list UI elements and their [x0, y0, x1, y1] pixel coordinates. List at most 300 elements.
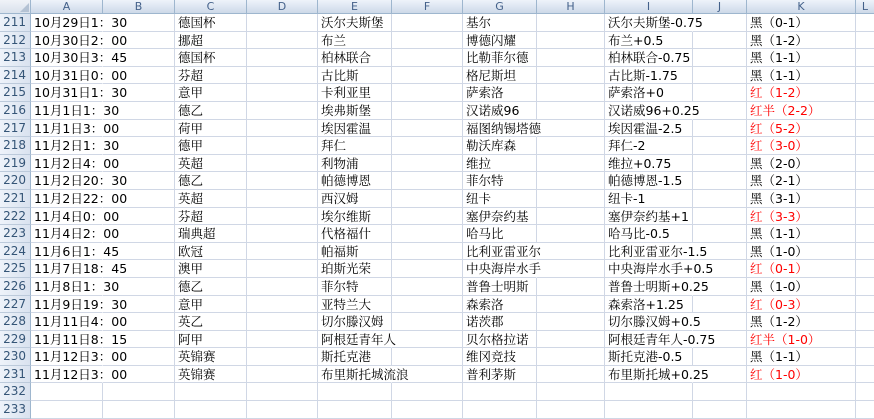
cell-empty-h[interactable]	[537, 296, 605, 314]
cell-empty-d[interactable]	[247, 32, 318, 50]
cell-away-team[interactable]: 普鲁士明斯	[463, 278, 537, 296]
cell-empty-h[interactable]	[537, 278, 605, 296]
cell-empty-h[interactable]	[537, 260, 605, 278]
cell-empty-f[interactable]	[392, 84, 463, 102]
cell-datetime[interactable]: 11月2日1：30	[31, 137, 103, 155]
cell-league[interactable]: 英超	[175, 155, 247, 173]
cell-empty-d[interactable]	[247, 172, 318, 190]
row-header[interactable]: 220	[0, 172, 31, 190]
cell-away-team[interactable]: 汉诺威96	[463, 102, 537, 120]
cell-datetime[interactable]: 11月4日2：00	[31, 225, 103, 243]
cell-result[interactable]: 黑（1-1）	[747, 67, 856, 85]
cell-empty-j[interactable]	[693, 348, 747, 366]
cell-result[interactable]: 红（5-2）	[747, 120, 856, 138]
cell-empty-b[interactable]	[103, 84, 175, 102]
cell-empty-d[interactable]	[247, 120, 318, 138]
cell-result[interactable]: 黑（2-1）	[747, 172, 856, 190]
cell-handicap[interactable]: 哈马比-0.5	[605, 225, 693, 243]
cell-handicap[interactable]	[605, 401, 693, 419]
cell-empty-f[interactable]	[392, 120, 463, 138]
select-all-corner[interactable]	[0, 0, 31, 14]
cell-empty-b[interactable]	[103, 137, 175, 155]
cell-empty-j[interactable]	[693, 67, 747, 85]
cell-away-team[interactable]: 维冈竞技	[463, 348, 537, 366]
cell-away-team[interactable]	[463, 383, 537, 401]
cell-result[interactable]: 黑（0-1）	[747, 14, 856, 32]
cell-empty-d[interactable]	[247, 49, 318, 67]
cell-away-team[interactable]: 贝尔格拉诺	[463, 331, 537, 349]
cell-handicap[interactable]: 布兰+0.5	[605, 32, 693, 50]
cell-empty-j[interactable]	[693, 401, 747, 419]
cell-away-team[interactable]: 勒沃库森	[463, 137, 537, 155]
cell-league[interactable]: 挪超	[175, 32, 247, 50]
cell-league[interactable]: 荷甲	[175, 120, 247, 138]
row-header[interactable]: 225	[0, 260, 31, 278]
cell-result[interactable]	[747, 401, 856, 419]
cell-empty-b[interactable]	[103, 313, 175, 331]
cell-empty-h[interactable]	[537, 401, 605, 419]
cell-empty-b[interactable]	[103, 225, 175, 243]
cell-league[interactable]: 英乙	[175, 313, 247, 331]
cell-home-team[interactable]: 卡利亚里	[318, 84, 392, 102]
cell-league[interactable]: 德甲	[175, 137, 247, 155]
cell-home-team[interactable]: 斯托克港	[318, 348, 392, 366]
cell-empty-b[interactable]	[103, 49, 175, 67]
column-header-H[interactable]: H	[537, 0, 605, 14]
cell-handicap[interactable]: 森索洛+1.25	[605, 296, 693, 314]
cell-league[interactable]: 德国杯	[175, 49, 247, 67]
cell-empty-h[interactable]	[537, 172, 605, 190]
row-header[interactable]: 218	[0, 137, 31, 155]
row-header[interactable]: 223	[0, 225, 31, 243]
cell-empty-d[interactable]	[247, 278, 318, 296]
row-header[interactable]: 232	[0, 383, 31, 401]
cell-league[interactable]: 英锦赛	[175, 348, 247, 366]
cell-empty-h[interactable]	[537, 155, 605, 173]
cell-empty-f[interactable]	[392, 278, 463, 296]
cell-empty-l[interactable]	[856, 67, 874, 85]
cell-handicap[interactable]: 埃因霍温-2.5	[605, 120, 693, 138]
column-header-F[interactable]: F	[392, 0, 463, 14]
cell-home-team[interactable]: 埃弗斯堡	[318, 102, 392, 120]
cell-empty-f[interactable]	[392, 260, 463, 278]
cell-league[interactable]: 德乙	[175, 172, 247, 190]
cell-away-team[interactable]: 福图纳锡塔德	[463, 120, 537, 138]
cell-league[interactable]: 德乙	[175, 278, 247, 296]
row-header[interactable]: 229	[0, 331, 31, 349]
cell-empty-b[interactable]	[103, 120, 175, 138]
cell-empty-d[interactable]	[247, 14, 318, 32]
cell-result[interactable]: 红（3-3）	[747, 208, 856, 226]
cell-empty-l[interactable]	[856, 84, 874, 102]
cell-result[interactable]: 红半（2-2）	[747, 102, 856, 120]
cell-empty-l[interactable]	[856, 313, 874, 331]
cell-empty-b[interactable]	[103, 401, 175, 419]
cell-empty-l[interactable]	[856, 208, 874, 226]
cell-datetime[interactable]: 11月6日1：45	[31, 243, 103, 261]
cell-empty-j[interactable]	[693, 102, 747, 120]
cell-datetime[interactable]: 10月30日2：00	[31, 32, 103, 50]
row-header[interactable]: 215	[0, 84, 31, 102]
cell-empty-f[interactable]	[392, 190, 463, 208]
cell-empty-j[interactable]	[693, 278, 747, 296]
cell-result[interactable]: 黑（2-0）	[747, 155, 856, 173]
cell-empty-d[interactable]	[247, 296, 318, 314]
cell-home-team[interactable]: 西汉姆	[318, 190, 392, 208]
row-header[interactable]: 217	[0, 120, 31, 138]
cell-result[interactable]: 红（0-3）	[747, 296, 856, 314]
cell-empty-f[interactable]	[392, 32, 463, 50]
cell-empty-f[interactable]	[392, 383, 463, 401]
cell-empty-l[interactable]	[856, 296, 874, 314]
column-header-G[interactable]: G	[463, 0, 537, 14]
cell-empty-d[interactable]	[247, 243, 318, 261]
cell-league[interactable]	[175, 401, 247, 419]
cell-empty-f[interactable]	[392, 102, 463, 120]
cell-home-team[interactable]: 菲尔特	[318, 278, 392, 296]
cell-empty-j[interactable]	[693, 32, 747, 50]
cell-empty-f[interactable]	[392, 172, 463, 190]
cell-handicap[interactable]: 柏林联合-0.75	[605, 49, 693, 67]
cell-league[interactable]: 澳甲	[175, 260, 247, 278]
cell-result[interactable]: 红（1-2）	[747, 84, 856, 102]
cell-empty-l[interactable]	[856, 190, 874, 208]
column-header-L[interactable]: L	[856, 0, 874, 14]
column-header-B[interactable]: B	[103, 0, 175, 14]
cell-empty-b[interactable]	[103, 190, 175, 208]
cell-home-team[interactable]: 柏林联合	[318, 49, 392, 67]
cell-empty-d[interactable]	[247, 313, 318, 331]
cell-result[interactable]: 红（0-1）	[747, 260, 856, 278]
cell-handicap[interactable]: 普鲁士明斯+0.25	[605, 278, 693, 296]
cell-league[interactable]: 英超	[175, 190, 247, 208]
cell-empty-f[interactable]	[392, 208, 463, 226]
cell-home-team[interactable]: 古比斯	[318, 67, 392, 85]
cell-empty-h[interactable]	[537, 137, 605, 155]
row-header[interactable]: 213	[0, 49, 31, 67]
row-header[interactable]: 212	[0, 32, 31, 50]
row-header[interactable]: 222	[0, 208, 31, 226]
cell-empty-f[interactable]	[392, 366, 463, 384]
column-header-K[interactable]: K	[747, 0, 856, 14]
cell-empty-j[interactable]	[693, 296, 747, 314]
cell-empty-f[interactable]	[392, 225, 463, 243]
cell-empty-l[interactable]	[856, 32, 874, 50]
row-header[interactable]: 227	[0, 296, 31, 314]
cell-empty-h[interactable]	[537, 120, 605, 138]
cell-datetime[interactable]: 10月31日0：00	[31, 67, 103, 85]
cell-empty-d[interactable]	[247, 383, 318, 401]
cell-handicap[interactable]	[605, 383, 693, 401]
cell-empty-b[interactable]	[103, 208, 175, 226]
cell-empty-f[interactable]	[392, 14, 463, 32]
row-header[interactable]: 224	[0, 243, 31, 261]
cell-league[interactable]: 英锦赛	[175, 366, 247, 384]
cell-away-team[interactable]: 纽卡	[463, 190, 537, 208]
cell-empty-j[interactable]	[693, 84, 747, 102]
cell-empty-l[interactable]	[856, 243, 874, 261]
row-header[interactable]: 231	[0, 366, 31, 384]
cell-empty-b[interactable]	[103, 102, 175, 120]
cell-empty-b[interactable]	[103, 172, 175, 190]
cell-empty-h[interactable]	[537, 84, 605, 102]
cell-empty-f[interactable]	[392, 296, 463, 314]
cell-handicap[interactable]: 汉诺威96+0.25	[605, 102, 693, 120]
cell-empty-d[interactable]	[247, 225, 318, 243]
cell-empty-l[interactable]	[856, 225, 874, 243]
cell-result[interactable]: 黑（1-0）	[747, 278, 856, 296]
cell-empty-d[interactable]	[247, 67, 318, 85]
cell-datetime[interactable]: 11月2日4：00	[31, 155, 103, 173]
cell-empty-h[interactable]	[537, 49, 605, 67]
cell-home-team[interactable]: 布里斯托城流浪	[318, 366, 392, 384]
cell-empty-f[interactable]	[392, 137, 463, 155]
cell-empty-j[interactable]	[693, 313, 747, 331]
cell-datetime[interactable]: 10月30日3：45	[31, 49, 103, 67]
row-header[interactable]: 233	[0, 401, 31, 419]
cell-empty-l[interactable]	[856, 137, 874, 155]
cell-handicap[interactable]: 布里斯托城+0.25	[605, 366, 693, 384]
cell-empty-j[interactable]	[693, 190, 747, 208]
cell-datetime[interactable]: 11月2日22：00	[31, 190, 103, 208]
row-header[interactable]: 211	[0, 14, 31, 32]
cell-home-team[interactable]: 帕德博恩	[318, 172, 392, 190]
cell-empty-j[interactable]	[693, 137, 747, 155]
cell-away-team[interactable]: 诺茨郡	[463, 313, 537, 331]
cell-handicap[interactable]: 维拉+0.75	[605, 155, 693, 173]
row-header[interactable]: 214	[0, 67, 31, 85]
cell-away-team[interactable]: 博德闪耀	[463, 32, 537, 50]
cell-empty-d[interactable]	[247, 331, 318, 349]
column-header-J[interactable]: J	[693, 0, 747, 14]
cell-result[interactable]: 黑（1-0）	[747, 243, 856, 261]
cell-league[interactable]: 意甲	[175, 84, 247, 102]
cell-empty-b[interactable]	[103, 32, 175, 50]
cell-away-team[interactable]: 森索洛	[463, 296, 537, 314]
cell-empty-b[interactable]	[103, 14, 175, 32]
cell-empty-l[interactable]	[856, 366, 874, 384]
cell-empty-h[interactable]	[537, 14, 605, 32]
cell-datetime[interactable]: 11月7日18：45	[31, 260, 103, 278]
cell-handicap[interactable]: 拜仁-2	[605, 137, 693, 155]
cell-empty-l[interactable]	[856, 331, 874, 349]
cell-empty-l[interactable]	[856, 102, 874, 120]
column-header-C[interactable]: C	[175, 0, 247, 14]
cell-datetime[interactable]: 11月9日19：30	[31, 296, 103, 314]
cell-handicap[interactable]: 塞伊奈约基+1	[605, 208, 693, 226]
cell-empty-h[interactable]	[537, 331, 605, 349]
cell-handicap[interactable]: 沃尔夫斯堡-0.75	[605, 14, 693, 32]
cell-away-team[interactable]	[463, 401, 537, 419]
cell-empty-l[interactable]	[856, 348, 874, 366]
cell-datetime[interactable]: 11月1日1：30	[31, 102, 103, 120]
cell-empty-j[interactable]	[693, 155, 747, 173]
cell-away-team[interactable]: 格尼斯坦	[463, 67, 537, 85]
cell-empty-j[interactable]	[693, 208, 747, 226]
cell-datetime[interactable]: 11月4日0：00	[31, 208, 103, 226]
cell-empty-d[interactable]	[247, 190, 318, 208]
cell-result[interactable]: 黑（1-1）	[747, 225, 856, 243]
cell-league[interactable]: 德国杯	[175, 14, 247, 32]
cell-datetime[interactable]: 11月12日3：00	[31, 366, 103, 384]
cell-away-team[interactable]: 比勒菲尔德	[463, 49, 537, 67]
column-header-D[interactable]: D	[247, 0, 318, 14]
cell-away-team[interactable]: 普利茅斯	[463, 366, 537, 384]
cell-handicap[interactable]: 中央海岸水手+0.5	[605, 260, 693, 278]
cell-home-team[interactable]: 切尔滕汉姆	[318, 313, 392, 331]
cell-result[interactable]: 黑（1-1）	[747, 49, 856, 67]
column-header-E[interactable]: E	[318, 0, 392, 14]
cell-result[interactable]: 黑（3-1）	[747, 190, 856, 208]
cell-result[interactable]: 黑（1-2）	[747, 32, 856, 50]
cell-home-team[interactable]: 代格福什	[318, 225, 392, 243]
cell-away-team[interactable]: 菲尔特	[463, 172, 537, 190]
cell-handicap[interactable]: 切尔滕汉姆+0.5	[605, 313, 693, 331]
cell-home-team[interactable]	[318, 383, 392, 401]
cell-empty-l[interactable]	[856, 383, 874, 401]
cell-empty-d[interactable]	[247, 102, 318, 120]
cell-home-team[interactable]: 珀斯光荣	[318, 260, 392, 278]
cell-empty-j[interactable]	[693, 331, 747, 349]
row-header[interactable]: 228	[0, 313, 31, 331]
cell-datetime[interactable]: 11月12日3：00	[31, 348, 103, 366]
cell-empty-b[interactable]	[103, 383, 175, 401]
cell-home-team[interactable]	[318, 401, 392, 419]
cell-league[interactable]: 意甲	[175, 296, 247, 314]
cell-empty-l[interactable]	[856, 401, 874, 419]
cell-empty-h[interactable]	[537, 102, 605, 120]
cell-home-team[interactable]: 亚特兰大	[318, 296, 392, 314]
cell-handicap[interactable]: 古比斯-1.75	[605, 67, 693, 85]
cell-empty-b[interactable]	[103, 296, 175, 314]
cell-empty-l[interactable]	[856, 155, 874, 173]
cell-empty-b[interactable]	[103, 243, 175, 261]
cell-home-team[interactable]: 阿根廷青年人	[318, 331, 392, 349]
cell-empty-j[interactable]	[693, 172, 747, 190]
cell-empty-j[interactable]	[693, 49, 747, 67]
cell-handicap[interactable]: 帕德博恩-1.5	[605, 172, 693, 190]
cell-empty-f[interactable]	[392, 348, 463, 366]
cell-empty-b[interactable]	[103, 331, 175, 349]
cell-home-team[interactable]: 沃尔夫斯堡	[318, 14, 392, 32]
column-header-I[interactable]: I	[605, 0, 693, 14]
cell-empty-h[interactable]	[537, 190, 605, 208]
cell-empty-h[interactable]	[537, 208, 605, 226]
cell-datetime[interactable]: 11月8日1：30	[31, 278, 103, 296]
cell-home-team[interactable]: 利物浦	[318, 155, 392, 173]
row-header[interactable]: 216	[0, 102, 31, 120]
cell-result[interactable]: 红（1-0）	[747, 366, 856, 384]
cell-empty-b[interactable]	[103, 260, 175, 278]
cell-home-team[interactable]: 拜仁	[318, 137, 392, 155]
row-header[interactable]: 219	[0, 155, 31, 173]
cell-empty-j[interactable]	[693, 120, 747, 138]
cell-empty-j[interactable]	[693, 243, 747, 261]
cell-empty-h[interactable]	[537, 313, 605, 331]
cell-handicap[interactable]: 阿根廷青年人-0.75	[605, 331, 693, 349]
cell-empty-d[interactable]	[247, 260, 318, 278]
cell-empty-j[interactable]	[693, 366, 747, 384]
row-header[interactable]: 221	[0, 190, 31, 208]
cell-empty-d[interactable]	[247, 208, 318, 226]
cell-home-team[interactable]: 埃尔维斯	[318, 208, 392, 226]
column-header-A[interactable]: A	[31, 0, 103, 14]
cell-empty-b[interactable]	[103, 348, 175, 366]
cell-away-team[interactable]: 维拉	[463, 155, 537, 173]
cell-empty-f[interactable]	[392, 155, 463, 173]
cell-league[interactable]: 瑞典超	[175, 225, 247, 243]
cell-empty-l[interactable]	[856, 172, 874, 190]
cell-empty-f[interactable]	[392, 243, 463, 261]
cell-empty-f[interactable]	[392, 331, 463, 349]
cell-away-team[interactable]: 比利亚雷亚尔	[463, 243, 537, 261]
cell-empty-b[interactable]	[103, 278, 175, 296]
cell-empty-h[interactable]	[537, 348, 605, 366]
cell-home-team[interactable]: 布兰	[318, 32, 392, 50]
cell-empty-f[interactable]	[392, 49, 463, 67]
cell-datetime[interactable]: 11月11日8：15	[31, 331, 103, 349]
cell-empty-j[interactable]	[693, 14, 747, 32]
cell-empty-h[interactable]	[537, 32, 605, 50]
cell-empty-f[interactable]	[392, 67, 463, 85]
cell-datetime[interactable]	[31, 383, 103, 401]
cell-empty-l[interactable]	[856, 49, 874, 67]
cell-empty-d[interactable]	[247, 401, 318, 419]
cell-empty-l[interactable]	[856, 260, 874, 278]
cell-result[interactable]: 黑（1-1）	[747, 348, 856, 366]
cell-datetime[interactable]	[31, 401, 103, 419]
cell-away-team[interactable]: 中央海岸水手	[463, 260, 537, 278]
cell-league[interactable]	[175, 383, 247, 401]
cell-empty-h[interactable]	[537, 366, 605, 384]
cell-empty-j[interactable]	[693, 383, 747, 401]
cell-league[interactable]: 德乙	[175, 102, 247, 120]
cell-datetime[interactable]: 11月1日3：00	[31, 120, 103, 138]
cell-empty-h[interactable]	[537, 243, 605, 261]
cell-handicap[interactable]: 斯托克港-0.5	[605, 348, 693, 366]
cell-result[interactable]: 红半（1-0）	[747, 331, 856, 349]
cell-league[interactable]: 欧冠	[175, 243, 247, 261]
cell-empty-h[interactable]	[537, 225, 605, 243]
cell-datetime[interactable]: 10月29日1：30	[31, 14, 103, 32]
cell-handicap[interactable]: 萨索洛+0	[605, 84, 693, 102]
cell-empty-d[interactable]	[247, 137, 318, 155]
cell-empty-d[interactable]	[247, 155, 318, 173]
cell-league[interactable]: 芬超	[175, 208, 247, 226]
cell-league[interactable]: 阿甲	[175, 331, 247, 349]
row-header[interactable]: 230	[0, 348, 31, 366]
cell-league[interactable]: 芬超	[175, 67, 247, 85]
cell-empty-l[interactable]	[856, 278, 874, 296]
cell-away-team[interactable]: 塞伊奈约基	[463, 208, 537, 226]
cell-datetime[interactable]: 10月31日1：30	[31, 84, 103, 102]
cell-empty-b[interactable]	[103, 366, 175, 384]
cell-empty-b[interactable]	[103, 155, 175, 173]
cell-empty-h[interactable]	[537, 67, 605, 85]
cell-home-team[interactable]: 帕福斯	[318, 243, 392, 261]
cell-datetime[interactable]: 11月2日20：30	[31, 172, 103, 190]
cell-result[interactable]	[747, 383, 856, 401]
cell-empty-j[interactable]	[693, 260, 747, 278]
cell-empty-d[interactable]	[247, 348, 318, 366]
cell-empty-f[interactable]	[392, 401, 463, 419]
cell-away-team[interactable]: 基尔	[463, 14, 537, 32]
cell-empty-j[interactable]	[693, 225, 747, 243]
cell-datetime[interactable]: 11月11日4：00	[31, 313, 103, 331]
cell-empty-f[interactable]	[392, 313, 463, 331]
cell-empty-b[interactable]	[103, 67, 175, 85]
cell-empty-l[interactable]	[856, 14, 874, 32]
